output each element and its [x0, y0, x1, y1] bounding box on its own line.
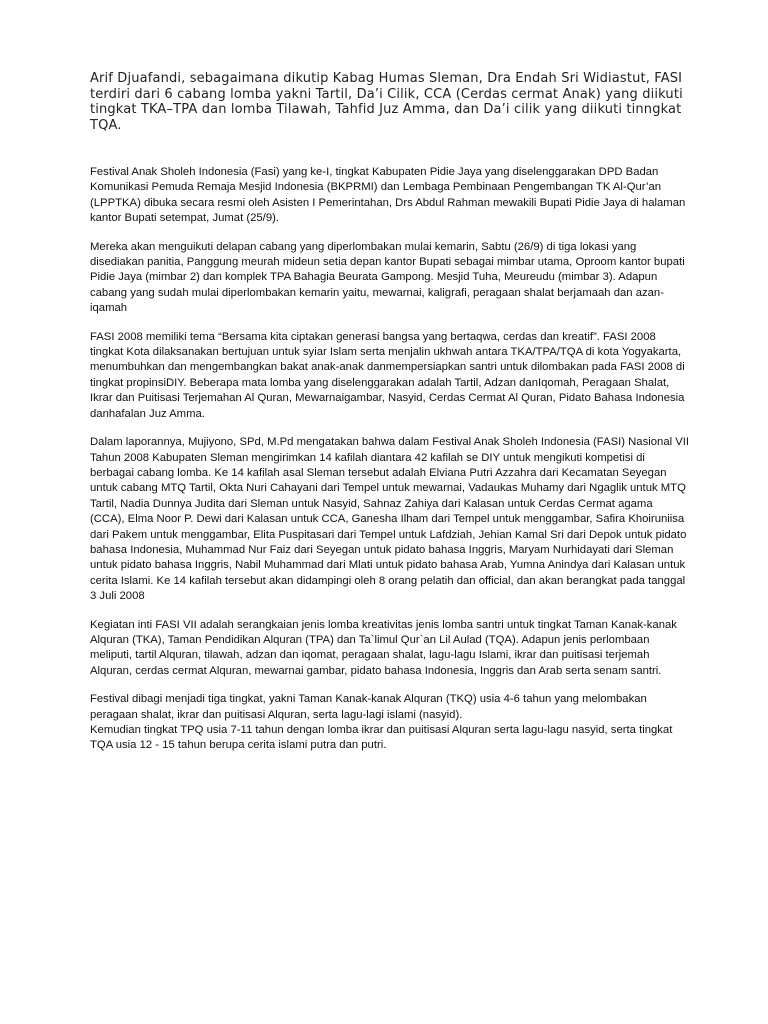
paragraph-sleman-contingent: Dalam laporannya, Mujiyono, SPd, M.Pd mengatakan bahwa dalam Festival Anak Sholeh Indonesia (FASI) Nasional VII Tahun 2008 Kabupaten Sleman mengirimkan 14 kafilah diantara 42 kafilah se DIY untuk mengikuti kompetisi di berbagai cabang lomba. Ke 14 kafilah asal Sleman tersebut adalah Elviana Putri Azzahra dari Kecamatan Seyegan untuk cabang MTQ Tartil, Okta Nuri Cahayani dari Tempel untuk mewarnai, Vadaukas Muhamy dari Ngaglik untuk MTQ Tartil, Nadia Dunnya Judita dari Sleman untuk Nasyid, Sahnaz Zahiya dari Kalasan untuk Cerdas Cermat agama (CCA), Elma Noor P. Dewi dari Kalasan untuk CCA, Ganesha Ilham dari Tempel untuk menggambar, Safira Khoiruniisa dari Pakem untuk menggambar, Elita Puspitasari dari Tempel untuk Lafdziah, Jehian Kamal Sri dari Depok untuk pidato bahasa Indonesia, Muhammad Nur Faiz dari Seyegan untuk pidato bahasa Inggris, Maryam Nurhidayati dari Sleman untuk pidato bahasa Inggris, Nabil Muhammad dari Mlati untuk pidato bahasa Arab, Yumna Anindya dari Kalasan untuk cerita Islami. Ke 14 kafilah tersebut akan didampingi oleh 8 orang pelatih dan official, dan akan berangkat pada tanggal 3 Juli 2008: [90, 436, 690, 603]
paragraph-festival-opening: Festival Anak Sholeh Indonesia (Fasi) yang ke-I, tingkat Kabupaten Pidie Jaya yang diselenggarakan DPD Badan Komunikasi Pemuda Remaja Mesjid Indonesia (BKPRMI) dan Lembaga Pembinaan Pengembangan TK Al-Qur’an (LPPTKA) dibuka secara resmi oleh Asisten I Pemerintahan, Drs Abdul Rahman mewakili Bupati Pidie Jaya di halaman kantor Bupati setempat, Jumat (25/9).: [90, 166, 686, 225]
intro-paragraph: Arif Djuafandi, sebagaimana dikutip Kabag Humas Sleman, Dra Endah Sri Widiastut, FASI terdiri dari 6 cabang lomba yakni Tartil, Da’i Cilik, CCA (Cerdas cermat Anak) yang diikuti tingkat TKA–TPA dan lomba Tilawah, Tahfid Juz Amma, dan Da’i cilik yang diikuti tinngkat TQA.: [90, 71, 683, 133]
paragraph-fasi-vii-activities: Kegiatan inti FASI VII adalah serangkaian jenis lomba kreativitas jenis lomba santri untuk tingkat Taman Kanak-kanak Alquran (TKA), Taman Pendidikan Alquran (TPA) dan Ta`limul Qur`an Lil Aulad (TQA). Adapun jenis perlombaan meliputi, tartil Alquran, tilawah, adzan dan iqomat, peragaan shalat, lagu-lagu Islami, ikrar dan puitisasi terjemah Alquran, cerdas cermat Alquran, mewarnai gambar, pidato bahasa Indonesia, Inggris dan Arab serta senam santri.: [90, 618, 677, 677]
paragraph-fasi-2008-theme: FASI 2008 memiliki tema “Bersama kita ciptakan generasi bangsa yang bertaqwa, cerdas dan kreatif”. FASI 2008 tingkat Kota dilaksanakan bertujuan untuk syiar Islam serta menjalin ukhwah antara TKA/TPA/TQA di kota Yogyakarta, menumbuhkan dan mengembangkan bakat anak-anak danmempersiapkan santri untuk dilombakan pada FASI 2008 di tingkat propinsiDIY. Beberapa mata lomba yang diselenggarakan adalah Tartil, Adzan danIqomah, Peragaan Shalat, Ikrar dan Puitisasi Terjemahan Al Quran, Mewarnaigambar, Nasyid, Cerdas Cermat Al Quran, Pidato Bahasa Indonesia danhafalan Juz Amma.: [90, 330, 685, 420]
paragraph-festival-levels: Festival dibagi menjadi tiga tingkat, yakni Taman Kanak-kanak Alquran (TKQ) usia 4-6 tahun yang melombakan peragaan shalat, ikrar dan puitisasi Alquran, serta lagu-lagi islami (nasyid). Kemudian tingkat TPQ usia 7-11 tahun dengan lomba ikrar dan puitisasi Alquran serta lagu-lagu nasyid, serta tingkat TQA usia 12 - 15 tahun berupa cerita islami putra dan putri.: [90, 693, 673, 752]
article-body: [90, 165, 690, 767]
paragraph-competition-venues: Mereka akan menguikuti delapan cabang yang diperlombakan mulai kemarin, Sabtu (26/9) di tiga lokasi yang disediakan panitia, Panggung meurah mideun setia depan kantor Bupati sebagai mimbar utama, Oproom kantor bupati Pidie Jaya (mimbar 2) dan komplek TPA Bahagia Beurata Gampong. Mesjid Tuha, Meureudu (mimbar 3). Adapun cabang yang sudah mulai diperlombakan kemarin yaitu, mewarnai, kaligrafi, peragaan shalat berjamaah dan azan-iqamah: [90, 240, 685, 315]
